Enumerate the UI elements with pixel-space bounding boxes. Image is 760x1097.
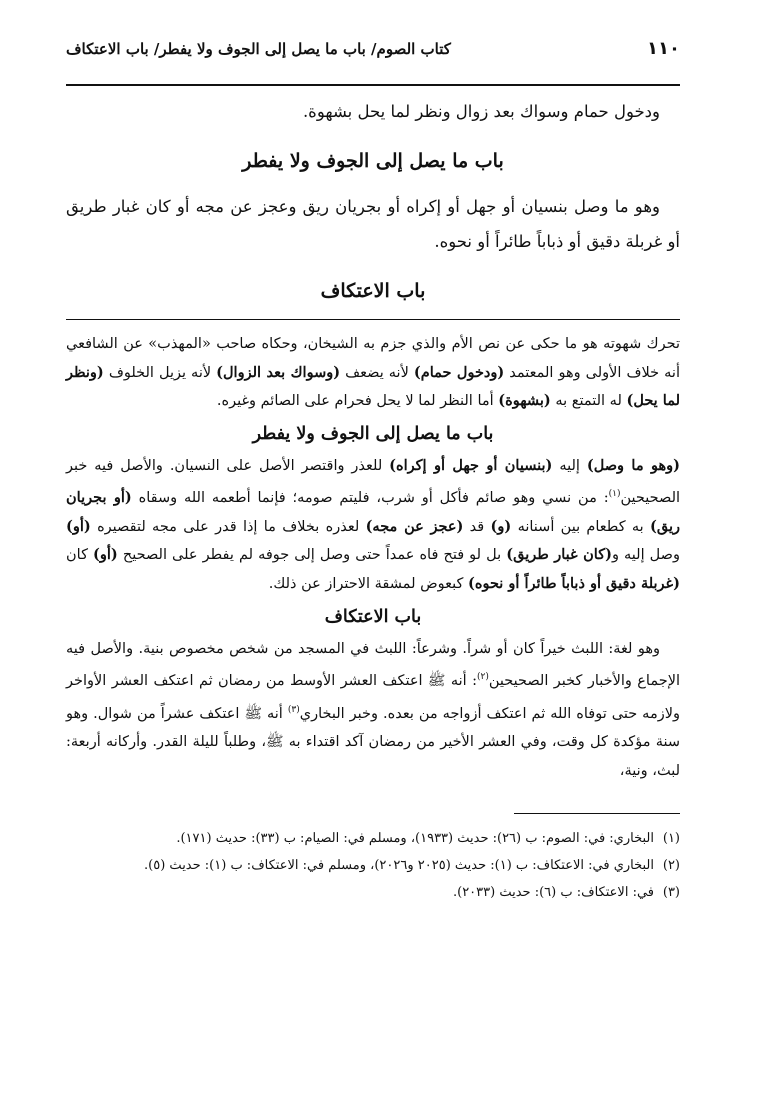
sharh-paragraph-3 <box>66 635 680 786</box>
footnote-text: البخاري في: الاعتكاف: ب (١): حديث (٢٠٢٥ و٢٠٢٦)، ومسلم في: الاعتكاف: ب (١): حديث (٥). <box>144 858 654 874</box>
running-title: كتاب الصوم/ باب ما يصل إلى الجوف ولا يفطر/ باب الاعتكاف <box>66 40 451 58</box>
sharh-quote: (غربلة دقيق أو ذباباً طائراً أو نحوه) <box>468 574 680 592</box>
sharh-text: أما النظر لما لا يحل فحرام على الصائم وغيره. <box>216 393 499 410</box>
matn-section <box>66 94 680 309</box>
sharh-quote: (كان غبار طريق) <box>506 546 612 564</box>
sharh-heading-wusul: باب ما يصل إلى الجوف ولا يفطر <box>252 423 494 444</box>
sharh-text: وصل إليه و <box>611 547 680 564</box>
sharh-quote: (ونظر لما يحل) <box>66 363 680 410</box>
sharh-text: : أنه ﷺ اعتكف العشر الأوسط من رمضان ثم اعتكف العشر الأواخر ولازمه حتى توفاه الله ثم اعتكف أزواجه من بعده. وخبر البخاري <box>66 673 680 722</box>
book-page <box>66 38 680 909</box>
sharh-text: بل لو فتح فاه عمداً حتى وصل إلى جوفه لم يفطر على الصحيح <box>117 547 507 564</box>
sharh-text: لأنه يضعف <box>340 364 414 381</box>
sharh-text: به كطعام بين أسنانه <box>511 518 651 535</box>
sharh-text: لعذره بخلاف ما إذا قدر على مجه لتقصيره <box>90 518 366 535</box>
sharh-heading-itikaf: باب الاعتكاف <box>324 606 422 627</box>
sharh-quote: (أو) <box>66 517 91 535</box>
sharh-text: إليه <box>552 457 587 474</box>
sharh-quote: (ودخول حمام) <box>413 363 505 381</box>
matn-sharh-divider <box>66 319 680 320</box>
footnotes <box>66 828 680 904</box>
sharh-paragraph-2 <box>66 452 680 599</box>
matn-heading-wusul: باب ما يصل إلى الجوف ولا يفطر <box>242 150 504 172</box>
sharh-quote: (أو) <box>93 546 118 564</box>
sharh-text: وهو لغة: اللبث خيراً كان أو شراً. وشرعاً: اللبث في المسجد من شخص مخصوص بنية. والأصل فيه الإجماع والأخبار كخبر الصحيحين <box>66 640 680 689</box>
footnote-item <box>66 855 680 877</box>
sharh-text: أنه ﷺ اعتكف عشراً من شوال. وهو سنة مؤكدة كل وقت، وفي العشر الأخير من رمضان آكد اقتداء به ﷺ، وطلباً لليلة القدر. وأركانه أربعة: لبث، ونية، <box>66 705 680 779</box>
footnote-ref-3[interactable]: (٣) <box>287 704 300 715</box>
sharh-paragraph-1 <box>66 330 680 416</box>
sharh-section <box>66 330 680 785</box>
footnote-ref-1[interactable]: (١) <box>608 489 621 500</box>
sharh-text: : من نسي وهو صائم فأكل أو شرب، فليتم صومه؛ فإنما أطعمه الله وسقاه <box>131 490 609 507</box>
matn-intro-line: ودخول حمام وسواك بعد زوال ونظر لما يحل بشهوة. <box>302 102 660 121</box>
page-number: ١١٠ <box>647 38 680 59</box>
sharh-quote: (وسواك بعد الزوال) <box>216 363 341 381</box>
footnote-text: البخاري: في: الصوم: ب (٢٦): حديث (١٩٣٣)، ومسلم في: الصيام: ب (٣٣): حديث (١٧١). <box>176 831 654 847</box>
sharh-text: لأنه يزيل الخلوف <box>103 364 217 381</box>
matn-heading-itikaf: باب الاعتكاف <box>320 280 426 302</box>
sharh-quote: (بنسيان أو جهل أو إكراه) <box>389 456 553 474</box>
sharh-quote: (وهو ما وصل) <box>586 456 680 474</box>
footnote-ref-2[interactable]: (٢) <box>476 672 489 683</box>
sharh-quote: (أو بجريان ريق) <box>66 489 681 535</box>
sharh-quote: (و) <box>490 517 512 535</box>
sharh-text: تحرك شهوته هو ما حكى عن نص الأم والذي جزم به الشيخان، وحكاه صاحب «المهذب» عن الشافعي أنه خلاف الأولى وهو المعتمد <box>66 336 680 381</box>
sharh-quote: (عجز عن مجه) <box>365 517 464 535</box>
sharh-quote: (بشهوة) <box>498 392 551 410</box>
footnote-number: (٢) <box>662 858 680 874</box>
matn-paragraph-wusul: وهو ما وصل بنسيان أو جهل أو إكراه أو بجريان ريق وعجز عن مجه أو كان غبار طريق أو غربلة دقيق أو ذباباً طائراً أو نحوه. <box>66 197 680 251</box>
footnote-item <box>66 882 680 904</box>
sharh-text: للعذر واقتصر الأصل على النسيان. والأصل فيه خبر الصحيحين <box>66 457 681 507</box>
footnote-number: (٣) <box>662 885 680 901</box>
footnote-number: (١) <box>662 831 680 847</box>
sharh-text: له التمتع به <box>550 393 627 410</box>
header-rule <box>66 84 680 86</box>
footnote-rule <box>514 813 680 814</box>
sharh-text: قد <box>463 518 491 535</box>
footnote-text: في: الاعتكاف: ب (٦): حديث (٢٠٣٣). <box>452 885 654 901</box>
page-header <box>66 38 680 84</box>
sharh-text: كان <box>66 547 94 564</box>
footnote-item <box>66 828 680 850</box>
sharh-text: كبعوض لمشقة الاحتراز عن ذلك. <box>268 575 468 592</box>
